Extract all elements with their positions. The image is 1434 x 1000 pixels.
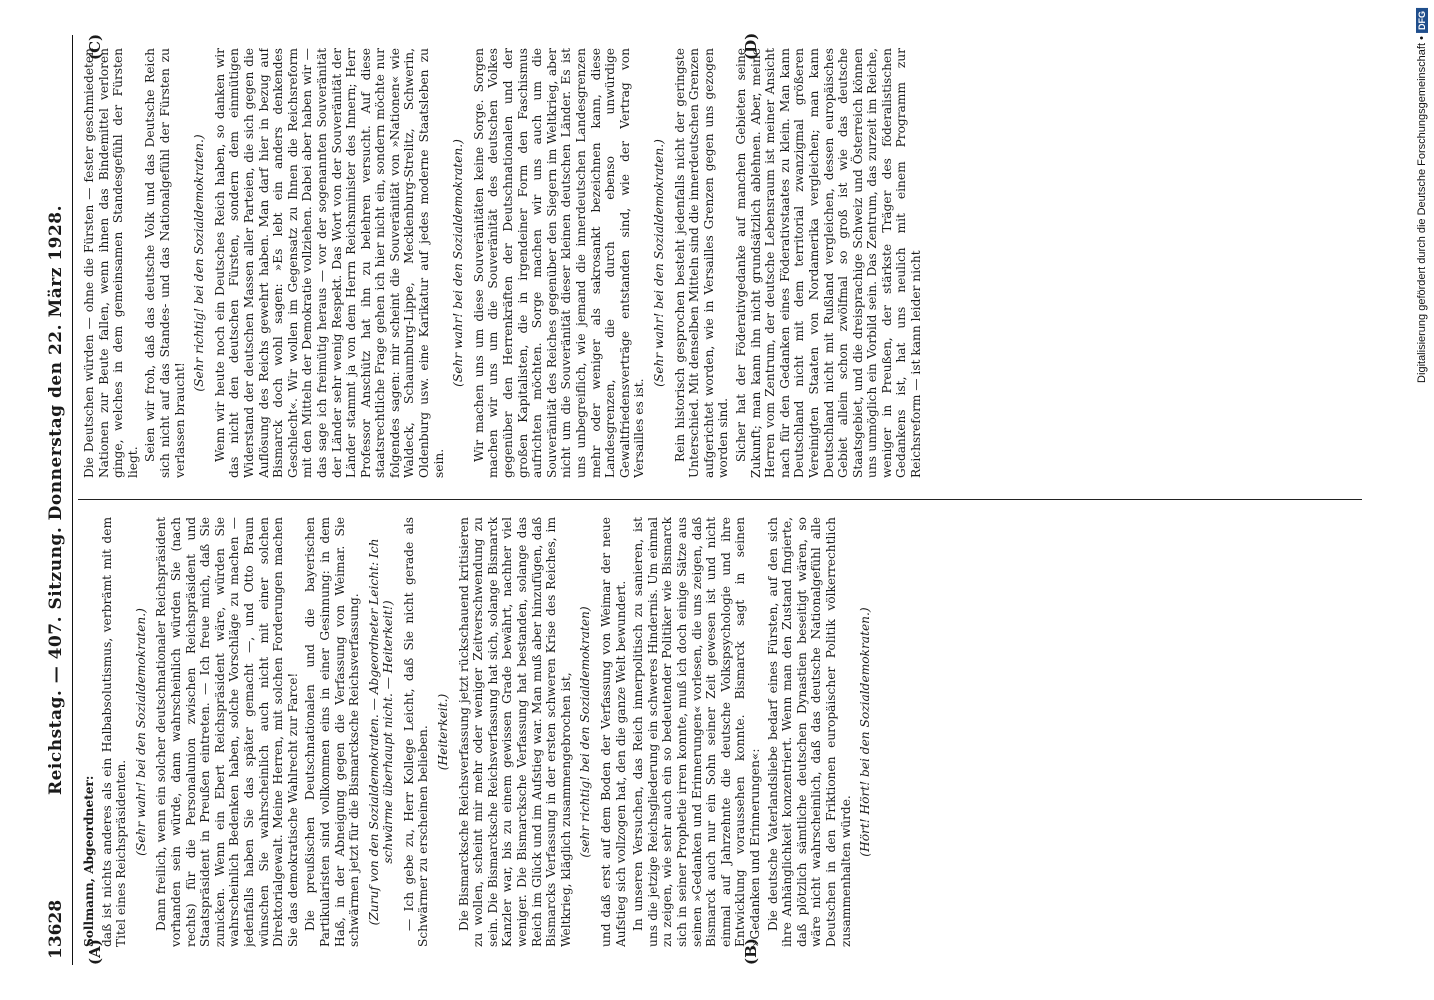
paragraph: und daß erst auf dem Boden der Verfassung von Weimar der neue Aufstieg sich vollzogen hat, den die ganze Welt bewundert. [599,517,628,947]
paragraph: Die preußischen Deutschnationalen und die bayerischen Partikularisten sind vollkommen eins in einer Gesinnung: in dem Haß, in der Abneigung gegen die Verfassung von Weimar. Sie schwärmen jetzt für die Bismarcksche Reichsverfassung. [303,517,362,947]
page-header [42,35,73,965]
paragraph: Wir machen uns um diese Souveränitäten keine Sorge. Sorgen machen wir uns um die Souveränität des deutschen Volkes gegenüber den Herrenkräften der Deutschnationalen und der großen Kapitalisten, die in irgendeiner Form den Faschismus aufrichten möchten. Sorge machen wir uns auch um die Souveränität des Reiches gegenüber den Siegern im Weltkrieg, aber nicht um die Souveränität dieser kleinen deutschen Länder. Es ist uns unbegreiflich, wie jemand die innerdeutschen Landesgrenzen mehr oder weniger als sakrosankt bezeichnen kann, diese Landesgrenzen, die durch ebenso unwürdige Gewaltfriedensverträge entstanden sind, wie der Vertrag von Versailles es ist. [471,48,647,478]
interjection: (Sehr wahr! bei den Sozialdemokraten.) [133,608,148,856]
margin-letter-d: (D) [742,32,760,60]
paragraph: Seien wir froh, daß das deutsche Volk und das Deutsche Reich sich nicht auf das Standes- und das Nationalgefühl der Fürsten zu verlassen braucht! [143,48,187,478]
interjection: (Hört! Hört! bei den Sozialdemokraten.) [858,607,873,857]
paragraph: Sicher hat der Föderativgedanke auf manchen Gebieten seine Zukunft; man kann ihn nicht grundsätzlich ablehnen. Aber, meine Herren vom Zentrum, der deutsche Lebensraum ist meiner Ansicht nach für den Gedanken eines Föderativstaates zu klein. Man kann Deutschland nicht mit dem territorial zwanzigmal größeren Vereinigten Staaten von Nordamerika vergleichen; man kann Deutschland nicht mit Rußland vergleichen, dessen europäisches Gebiet allein schon zwölfmal so groß ist wie das deutsche Staatsgebiet, und die dreisprachige Schweiz und Österreich können uns unmöglich ein Vorbild sein. Das Zentrum, das zurzeit im Reiche, weniger in Preußen, der stärkste Träger des föderalistischen Gedankens ist, hat uns neulich mit einem Programm zur Reichsreform — ist kann leider nicht [733,48,924,478]
paragraph: Die Bismarcksche Reichsverfassung jetzt rückschauend kritisieren zu wollen, scheint mir mehr oder weniger Zeitverschwendung zu sein. Die Bismarcksche Reichsverfassung hat sich, solange Bismarck Kanzler war, bis zu einem gewissen Grade bewährt, nachher viel weniger. Die Bismarcksche Verfassung hat bestanden, solange das Reich im Glück und im Aufstieg war. Man muß aber hinzufügen, daß Bismarcks Verfassung in der ersten schweren Krise des Reiches, im Weltkrieg, kläglich zusammengebrochen ist, [456,517,573,947]
paragraph: Die Deutschen würden — ohne die Fürsten — fester geschmiedeten Nationen zur Beute fallen, wenn ihnen das Bindemittel verloren ginge, welches in dem gemeinsamen Standesgefühl der Fürsten liegt. [82,48,140,478]
interjection: (Sehr wahr! bei den Sozialdemokraten.) [651,139,666,387]
right-column [82,48,1362,478]
paragraph: daß ist nichts anderes als ein Halbabsolutismus, verbrämt mit dem Titel eines Reichspräsidenten. [99,517,129,947]
paragraph: In unseren Versuchen, das Reich innerpolitisch zu sanieren, ist uns die jetzige Reichsgliederung ein schweres Hindernis. Um einmal zu zeigen, wie sehr auch ein so bedeutender Politiker wie Bismarck sich in seiner Prophetie irren konnte, muß ich doch einige Sätze aus seinen »Gedanken und Erinnerungen« vorlesen, die uns zeigen, daß Bismarck auch nur ein Sohn seiner Zeit gewesen ist und nicht einmal auf Jahrzehnte die deutsche Volkspsychologie und ihre Entwicklung voraussehen konnte. Bismarck sagt in seinen »Gedanken und Erinnerungen«: [631,517,762,947]
dfg-logo-badge: DFG [1416,8,1428,33]
page-number: 13628 [46,899,66,959]
page-title: Reichstag. — 407. Sitzung. Donnerstag den 22. März 1928. [46,204,66,796]
margin-letter-a: (A) [86,939,104,965]
paragraph: Wenn wir heute noch ein Deutsches Reich haben, so danken wir das nicht den deutschen Fürsten, sondern dem einmütigen Widerstand der deutschen Massen aller Parteien, die sich gegen die Auflösung des Reichs gewehrt haben. Man darf hier in bezug auf Bismarck doch wohl sagen: »Es lebt ein anders denkendes Geschlecht«. Wir wollen im Gegensatz zu Ihnen die Reichsreform mit den Mitteln der Demokratie vollziehen. Dabei aber haben wir — das sage ich freimütig heraus — vor der sogenannten Souveränität der Länder sehr wenig Respekt. Das Wort von der Souveränität der Länder stammt ja von dem Herrn Reichsminister des Innern; Herr Professor Anschütz hat ihn zu belehren versucht. Auf diese staatsrechtliche Frage gehen ich hier nicht ein, sondern möchte nur folgendes sagen: mir scheint die Souveränität von »Nationen« wie Waldeck, Schaumburg-Lippe, Mecklenburg-Strelitz, Schwerin, Oldenburg usw. eine Karikatur auf jedes moderne Staatsleben zu sein. [212,48,446,478]
interjection: (Heiterkeit.) [436,693,451,771]
digitization-credit [1416,8,1428,383]
interjection: (sehr richtig! bei den Sozialdemokraten) [578,606,593,858]
speaker-name: Sollmann, Abgeordneter: [82,775,96,947]
interjection: (Sehr wahr! bei den Sozialdemokraten.) [451,139,466,387]
rotated-document-page [42,32,1382,965]
interjection: (Zuruf von den Sozialdemokraten. — Abgeordneter Leicht: Ich schwärme überhaupt nicht. — Heiterkeit!) [366,538,396,926]
paragraph: Die deutsche Vaterlandsliebe bedarf eines Fürsten, auf den sich ihre Anhänglichkeit konzentriert. Wenn man den Zustand fingierte, daß plötzlich sämtliche deutschen Dynastien beseitigt wären, so wäre nicht wahrscheinlich, daß das deutsche Nationalgefühl alle Deutschen in den Friktionen europäischer Politik völkerrechtlich zusammenhalten würde. [765,517,853,947]
paragraph: — Ich gebe zu, Herr Kollege Leicht, daß Sie nicht gerade als Schwärmer zu erscheinen belieben. [401,517,431,947]
margin-letter-c: (C) [86,33,104,60]
column-divider [78,499,1362,500]
credit-text: Digitalisierung gefördert durch die Deutsche Forschungsgemeinschaft • [1416,36,1428,383]
left-column [82,517,1362,947]
paragraph: Rein historisch gesprochen besteht jedenfalls nicht der geringste Unterschied. Mit denselben Mitteln sind die innerdeutschen Grenzen aufgerichtet worden, wie in Versailles Grenzen gegen uns gezogen worden sind. [672,48,731,478]
paragraph: Dann freilich, wenn ein solcher deutschnationaler Reichspräsident vorhanden sein würde, dann wahrscheinlich würden Sie (nach rechts) für die Personalunion zwischen Reichspräsident und Staatspräsident in Preußen eintreten. — Ich freue mich, daß Sie zunicken. Wenn ein Ebert Reichspräsident wäre, würden Sie wahrscheinlich Bedenken haben, solche Vorschläge zu machen — jedenfalls haben Sie das später gemacht —, und Otto Braun wünschen Sie wahrscheinlich auch nicht mit einer solchen Direktorialgewalt. Meine Herren, mit solchen Forderungen machen Sie das demokratische Wahlrecht zur Farce! [154,517,300,947]
margin-letter-b: (B) [742,938,760,965]
interjection: (Sehr richtig! bei den Sozialdemokraten.) [192,134,207,392]
